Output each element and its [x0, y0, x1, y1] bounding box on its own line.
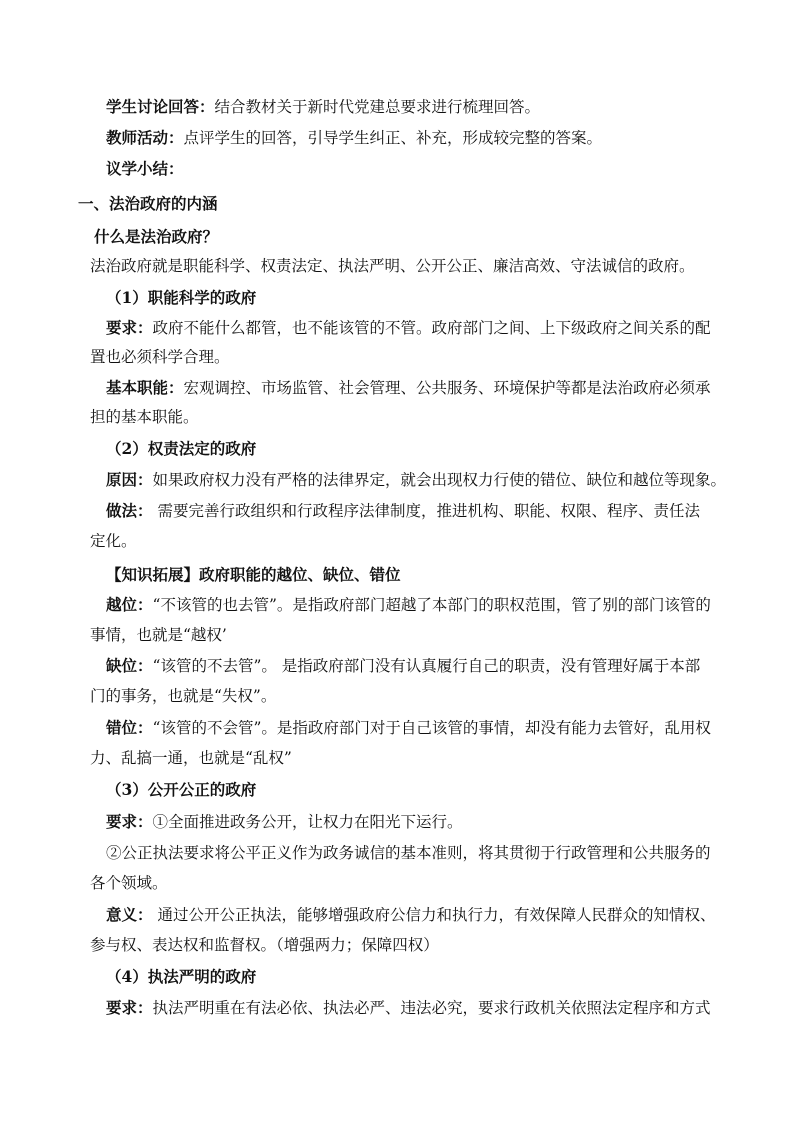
misplacement-label: 错位：: [106, 718, 153, 737]
s3-requirement2-text-b: 各个领域。: [90, 874, 168, 892]
student-discussion-text: 结合教材关于新时代党建总要求进行梳理回答。: [214, 98, 541, 116]
s1-function-line1: [106, 378, 711, 398]
s1-requirement-text-b: 置也必须科学合理。: [90, 348, 230, 366]
s2-reason-label: 原因：: [106, 470, 153, 489]
s1-function-text-b: 担的基本职能。: [90, 408, 199, 426]
s3-requirement-text: ①全面推进政务公开，让权力在阳光下运行。: [152, 813, 463, 831]
s4-requirement-line: [106, 998, 711, 1018]
teacher-activity-label: 教师活动：: [106, 128, 184, 147]
s1-function-text-a: 宏观调控、市场监管、社会管理、公共服务、环境保护等都是法治政府必须承: [183, 379, 711, 397]
subheading-1: （1）职能科学的政府: [106, 288, 257, 307]
question-heading: 什么是法治政府？: [94, 227, 219, 246]
definition-text: 法治政府就是职能科学、权责法定、执法严明、公开公正、廉洁高效、守法诚信的政府。: [90, 257, 695, 275]
s2-reason-line: [106, 470, 726, 490]
misplacement-text-b: 力、乱搞一通，也就是“乱权”: [90, 749, 292, 767]
subheading-3: （3）公开公正的政府: [106, 780, 257, 799]
section-title: 一、法治政府的内涵: [78, 194, 218, 213]
s1-requirement-label: 要求：: [106, 318, 153, 337]
s3-meaning-text-a: 通过公开公正执法，能够增强政府公信力和执行力，有效保障人民群众的知情权、: [152, 906, 716, 924]
s2-reason-text: 如果政府权力没有严格的法律界定，就会出现权力行使的错位、缺位和越位等现象。: [152, 471, 727, 489]
knowledge-extension-heading: 【知识拓展】政府职能的越位、缺位、错位: [106, 565, 401, 584]
s3-meaning-text-b: 参与权、表达权和监督权。（增强两力；保障四权）: [90, 936, 439, 954]
subheading-4: （4）执法严明的政府: [106, 967, 257, 986]
s2-method-line1: [106, 501, 700, 521]
subheading-2: （2）权责法定的政府: [106, 439, 257, 458]
absence-line1: [106, 656, 700, 676]
s1-requirement-line1: [106, 318, 711, 338]
absence-text-a: “该管的不去管”。 是指政府部门没有认真履行自己的职责，没有管理好属于本部: [152, 657, 701, 675]
absence-text-b: 门的事务，也就是“失权”。: [90, 687, 277, 705]
student-discussion-label: 学生讨论回答：: [106, 97, 215, 116]
s3-requirement-line: [106, 812, 463, 832]
s4-requirement-label: 要求：: [106, 998, 153, 1017]
s2-method-text-a: 需要完善行政组织和行政程序法律制度，推进机构、职能、权限、程序、责任法: [152, 502, 700, 520]
teacher-activity-paragraph: [106, 128, 602, 148]
overreach-label: 越位：: [106, 595, 153, 614]
s2-method-label: 做法：: [106, 501, 153, 520]
s3-meaning-line1: [106, 905, 715, 925]
discussion-summary-label: 议学小结：: [106, 159, 184, 178]
s3-requirement2-text-a: ②公正执法要求将公平正义作为政务诚信的基本准则，将其贯彻于行政管理和公共服务的: [106, 844, 711, 862]
misplacement-text-a: “该管的不会管”。是指政府部门对于自己该管的事情，却没有能力去管好，乱用权: [152, 719, 711, 737]
teacher-activity-text: 点评学生的回答，引导学生纠正、补充，形成较完整的答案。: [183, 129, 603, 147]
misplacement-line1: [106, 718, 711, 738]
absence-label: 缺位：: [106, 656, 153, 675]
s3-meaning-label: 意义：: [106, 905, 153, 924]
s3-requirement-label: 要求：: [106, 812, 153, 831]
s1-requirement-text-a: 政府不能什么都管，也不能该管的不管。政府部门之间、上下级政府之间关系的配: [152, 319, 711, 337]
overreach-text-b: 事情，也就是“越权’: [90, 626, 227, 644]
s2-method-text-b: 定化。: [90, 532, 137, 550]
s1-function-label: 基本职能：: [106, 378, 184, 397]
student-discussion-paragraph: [106, 97, 540, 117]
overreach-line1: [106, 595, 711, 615]
s4-requirement-text: 执法严明重在有法必依、执法必严、违法必究，要求行政机关依照法定程序和方式: [152, 999, 711, 1017]
overreach-text-a: “不该管的也去管”。是指政府部门超越了本部门的职权范围，管了别的部门该管的: [152, 596, 711, 614]
